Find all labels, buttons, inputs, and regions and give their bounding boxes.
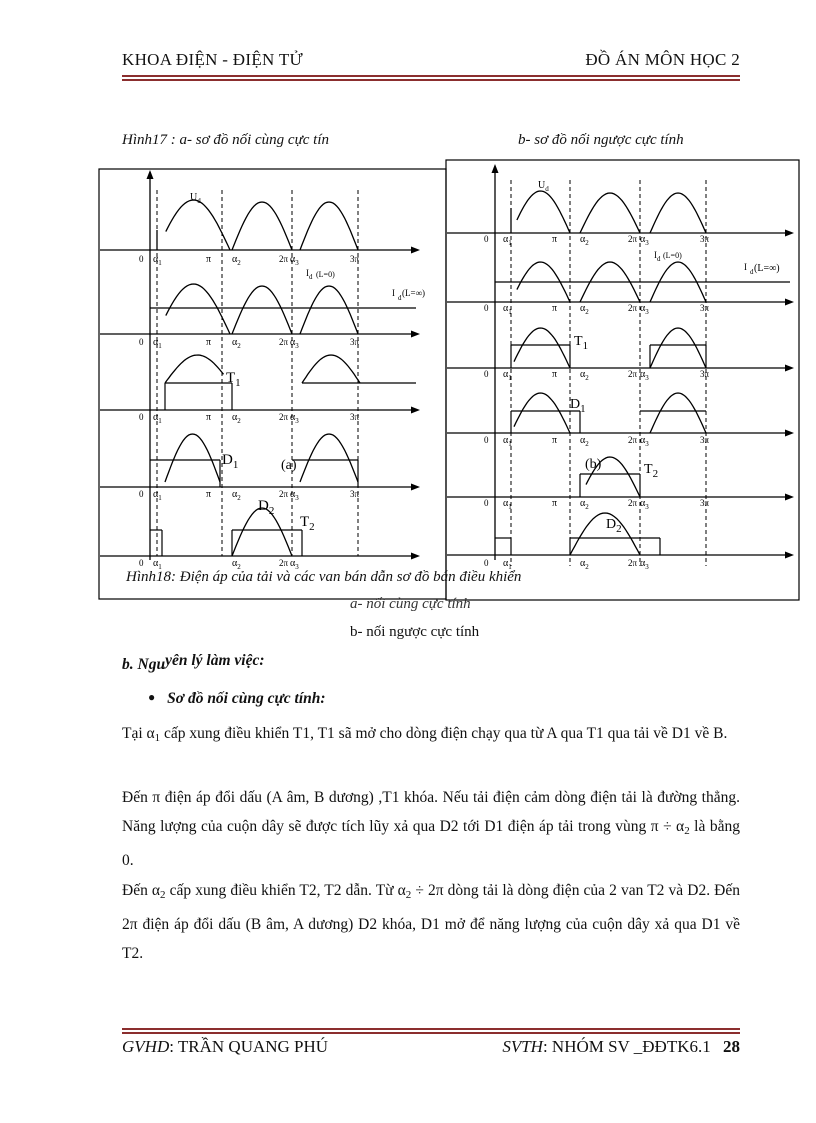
panel-a-arrow-1 bbox=[411, 247, 420, 254]
footer-left: GVHD: TRẦN QUANG PHÚ bbox=[122, 1037, 329, 1056]
panel-a-arrow-3 bbox=[411, 407, 420, 414]
figure18-caption: Hình18: Điện áp của tải và các van bán dẫn sơ đồ bán điều khiển bbox=[126, 569, 522, 585]
panel-b-zero-1: 0 bbox=[484, 234, 489, 244]
panel-b-3pi-r1: 3π bbox=[700, 234, 710, 244]
panel-b-zero-6: 0 bbox=[484, 558, 489, 568]
panel-a-3pi-r1: 3π bbox=[350, 254, 360, 264]
panel-b-3pi-r4: 3π bbox=[700, 435, 710, 445]
panel-a-alpha1-r5: $\alpha_1$ bbox=[153, 558, 162, 571]
panel-a-alpha1-r4: $\alpha_1$ bbox=[153, 489, 162, 502]
bullet-dot-icon: ● bbox=[148, 690, 156, 704]
panel-b-axis-arrow bbox=[492, 164, 499, 173]
panel-b-d1-hump2 bbox=[650, 393, 706, 433]
panel-a-alpha3-r1: $\alpha_3$ bbox=[290, 254, 299, 267]
panel-b-2pi-r4: 2π bbox=[628, 435, 638, 445]
panel-a-zero-4: 0 bbox=[139, 489, 144, 499]
panel-a-pi-r3: π bbox=[206, 412, 212, 423]
figure18-line-b: b- nối ngược cực tính bbox=[350, 624, 480, 640]
panel-a-ud-hump2 bbox=[232, 202, 292, 250]
panel-b-alpha2-r4: $\alpha_2$ bbox=[580, 435, 589, 448]
panel-b-alpha1-r5: $\alpha_1$ bbox=[503, 498, 512, 511]
panel-b-alpha2-r5: $\alpha_2$ bbox=[580, 498, 589, 511]
panel-a-2pi-r5: 2π bbox=[279, 558, 289, 568]
panel-b-pi-r4: π bbox=[552, 435, 558, 446]
panel-b-alpha3-r1: $\alpha_3$ bbox=[640, 234, 649, 247]
panel-a-id-l0: $I_d$ bbox=[306, 268, 313, 281]
panel-a-ud-label: $U_d$ bbox=[190, 192, 201, 205]
panel-a-2pi-r2: 2π bbox=[279, 337, 289, 347]
panel-b-pi-r3: π bbox=[552, 369, 558, 380]
panel-a-d1-hump2 bbox=[300, 434, 358, 482]
panel-b-pi-r5: π bbox=[552, 498, 558, 509]
panel-b-frame bbox=[446, 160, 799, 600]
panel-b-2pi-r5: 2π bbox=[628, 498, 638, 508]
panel-a-frame bbox=[99, 169, 446, 599]
panel-a-r2-hump1 bbox=[166, 284, 230, 334]
panel-b-label-b: (b) bbox=[585, 457, 602, 472]
panel-a-pi-r2: π bbox=[206, 337, 212, 348]
panel-b-3pi-r5: 3π bbox=[700, 498, 710, 508]
header-left: KHOA ĐIỆN - ĐIỆN TỬ bbox=[122, 50, 303, 69]
panel-a-id-inf-sub: d bbox=[398, 294, 402, 302]
panel-b-t2-label: $T_2$ bbox=[644, 462, 659, 480]
panel-b-id-l0-par: (L=0) bbox=[663, 251, 682, 260]
panel-a-zero-2: 0 bbox=[139, 337, 144, 347]
panel-b-zero-4: 0 bbox=[484, 435, 489, 445]
panel-b-2pi-r2: 2π bbox=[628, 303, 638, 313]
panel-a-2pi-r4: 2π bbox=[279, 489, 289, 499]
panel-a-t1-label: $T_1$ bbox=[226, 370, 241, 389]
figure17-caption-b: b- sơ đồ nối ngược cực tính bbox=[518, 132, 684, 148]
figure17-caption-a: Hình17 : a- sơ đồ nối cùng cực tín bbox=[122, 132, 329, 148]
panel-a-alpha3-r3: $\alpha_3$ bbox=[290, 412, 299, 425]
panel-a-d1-label: $D_1$ bbox=[222, 452, 239, 471]
panel-b-id-l0: $I_d$ bbox=[654, 250, 661, 263]
figure18-line-a: a- nối cùng cực tính bbox=[350, 596, 471, 612]
panel-a-alpha2-r3: $\alpha_2$ bbox=[232, 412, 241, 425]
panel-b-alpha3-r4: $\alpha_3$ bbox=[640, 435, 649, 448]
panel-a-t2-label: $T_2$ bbox=[300, 514, 315, 533]
panel-a-pi-r4: π bbox=[206, 489, 212, 500]
panel-a-axis-arrow bbox=[147, 170, 154, 179]
panel-a-label-a: (a) bbox=[281, 458, 297, 473]
footer-rule-bottom bbox=[122, 1032, 740, 1034]
panel-b-zero-2: 0 bbox=[484, 303, 489, 313]
panel-a-id-l0-par: (L=0) bbox=[316, 270, 335, 279]
panel-b-t1-hump1 bbox=[514, 328, 570, 368]
panel-b-ud-hump1 bbox=[517, 191, 570, 233]
panel-a-alpha1-r2: $\alpha_1$ bbox=[153, 337, 162, 350]
panel-b-alpha3-r2: $\alpha_3$ bbox=[640, 303, 649, 316]
panel-a-pi-r1: π bbox=[206, 254, 212, 265]
panel-b-alpha2-r3: $\alpha_2$ bbox=[580, 369, 589, 382]
panel-b-alpha1-r1: $\alpha_1$ bbox=[503, 234, 512, 247]
panel-b-arrow-5 bbox=[785, 494, 794, 501]
paragraph-3: Đến $\alpha_2$ cấp xung điều khiển T2, T2 dẫn. Từ $\alpha_2 \div 2\pi$ dòng tải là dòng điện của 2 van T2 và D2. Đến 2π điện áp đổi dấu (B âm, A dương) D2 khóa, D1 mở để năng lượng của cuộn dây xả qua D1 về T2. bbox=[122, 882, 740, 962]
panel-a-alpha3-r2: $\alpha_3$ bbox=[290, 337, 299, 350]
panel-a-alpha2-r5: $\alpha_2$ bbox=[232, 558, 241, 571]
panel-b-d1-hump1 bbox=[514, 393, 570, 433]
panel-b-alpha3-r3: $\alpha_3$ bbox=[640, 369, 649, 382]
panel-b-id-inf-par: (L=∞) bbox=[754, 263, 780, 274]
paragraph-1: Tại $\alpha_1$ cấp xung điều khiển T1, T1 sã mở cho dòng điện chạy qua từ A qua T1 qua tải về D1 về B. bbox=[122, 725, 728, 744]
panel-a-arrow-5 bbox=[411, 553, 420, 560]
panel-a-zero-5: 0 bbox=[139, 558, 144, 568]
footer-rule-top bbox=[122, 1028, 740, 1030]
footer-right: SVTH: NHÓM SV _ĐĐTK6.1 28 bbox=[502, 1037, 740, 1056]
panel-b-zero-5: 0 bbox=[484, 498, 489, 508]
panel-a-alpha1-r1: $\alpha_1$ bbox=[153, 254, 162, 267]
panel-b-ud-hump2 bbox=[580, 193, 640, 233]
panel-b-t1-label: $T_1$ bbox=[574, 334, 589, 352]
panel-a-arrow-2 bbox=[411, 331, 420, 338]
panel-b-alpha3-r5: $\alpha_3$ bbox=[640, 498, 649, 511]
panel-a-alpha1-r3: $\alpha_1$ bbox=[153, 412, 162, 425]
panel-a-3pi-r4: 3π bbox=[350, 489, 360, 499]
panel-b-ud-hump3 bbox=[650, 193, 706, 233]
panel-a-ud-hump1 bbox=[166, 200, 230, 250]
panel-b-alpha2-r1: $\alpha_2$ bbox=[580, 234, 589, 247]
panel-b-alpha3-r6: $\alpha_3$ bbox=[640, 558, 649, 571]
panel-a-d2-hump bbox=[232, 508, 292, 556]
panel-b-alpha2-r2: $\alpha_2$ bbox=[580, 303, 589, 316]
panel-b-pi-r1: π bbox=[552, 234, 558, 245]
panel-b-ud-label: $U_d$ bbox=[538, 180, 549, 193]
panel-b-2pi-r3: 2π bbox=[628, 369, 638, 379]
panel-b-2pi-r1: 2π bbox=[628, 234, 638, 244]
panel-a-alpha3-r5: $\alpha_3$ bbox=[290, 558, 299, 571]
panel-a-alpha3-r4: $\alpha_3$ bbox=[290, 489, 299, 502]
panel-b-arrow-3 bbox=[785, 365, 794, 372]
panel-a-alpha2-r2: $\alpha_2$ bbox=[232, 337, 241, 350]
panel-b-id-inf: I bbox=[744, 262, 747, 272]
panel-b-id-inf-sub: d bbox=[750, 268, 754, 276]
panel-a-id-inf: I bbox=[392, 288, 395, 298]
panel-b-arrow-1 bbox=[785, 230, 794, 237]
panel-a-d2-label: $D_2$ bbox=[258, 498, 275, 517]
panel-b-alpha1-r4: $\alpha_1$ bbox=[503, 435, 512, 448]
panel-a-arrow-4 bbox=[411, 484, 420, 491]
panel-a-alpha2-r4: $\alpha_2$ bbox=[232, 489, 241, 502]
bullet-item: ● Sơ đồ nối cùng cực tính: bbox=[148, 690, 326, 707]
panel-b-zero-3: 0 bbox=[484, 369, 489, 379]
panel-a-ud-hump3 bbox=[300, 202, 358, 250]
panel-a-zero-3: 0 bbox=[139, 412, 144, 422]
panel-a-3pi-r2: 3π bbox=[350, 337, 360, 347]
panel-a-alpha2-r1: $\alpha_2$ bbox=[232, 254, 241, 267]
panel-b-alpha1-r6: $\alpha_1$ bbox=[503, 558, 512, 571]
panel-b-d2-hump bbox=[570, 513, 640, 555]
panel-b-arrow-4 bbox=[785, 430, 794, 437]
panel-a-r2-hump2 bbox=[232, 286, 292, 334]
panel-b-3pi-r3: 3π bbox=[700, 369, 710, 379]
panel-a-2pi-r1: 2π bbox=[279, 254, 289, 264]
header-right: ĐỒ ÁN MÔN HỌC 2 bbox=[585, 50, 740, 69]
panel-b-alpha1-r2: $\alpha_1$ bbox=[503, 303, 512, 316]
panel-b-d2-label: $D_2$ bbox=[606, 517, 622, 535]
paragraph-2: Đến π điện áp đổi dấu (A âm, B dương) ,T1 khóa. Nếu tải điện cảm dòng điện tải là đường thẳng. Năng lượng của cuộn dây sẽ được tích lũy xả qua D2 tới D1 điện áp tải trong vùng $\pi \div \alpha_2$ là bằng 0. bbox=[122, 789, 740, 869]
panel-a-id-inf-par: (L=∞) bbox=[402, 288, 425, 298]
panel-a-zero-1: 0 bbox=[139, 254, 144, 264]
panel-b-pi-r2: π bbox=[552, 303, 558, 314]
section-heading: b. Nguyên lý làm việc: bbox=[122, 652, 265, 673]
panel-b-alpha2-r6: $\alpha_2$ bbox=[580, 558, 589, 571]
panel-a-d1-hump1 bbox=[165, 434, 220, 482]
panel-a-2pi-r3: 2π bbox=[279, 412, 289, 422]
panel-a-t1-hump2 bbox=[302, 355, 360, 383]
panel-b-d1-label: $D_1$ bbox=[570, 397, 586, 415]
panel-b-3pi-r2: 3π bbox=[700, 303, 710, 313]
panel-a-t1-hump1 bbox=[165, 355, 224, 383]
panel-b-arrow-2 bbox=[785, 299, 794, 306]
panel-b-t1-hump2 bbox=[650, 328, 706, 368]
panel-a-r2-hump3 bbox=[300, 286, 358, 334]
panel-b-2pi-r6: 2π bbox=[628, 558, 638, 568]
panel-a-3pi-r3: 3π bbox=[350, 412, 360, 422]
panel-b-arrow-6 bbox=[785, 552, 794, 559]
panel-b-alpha1-r3: $\alpha_1$ bbox=[503, 369, 512, 382]
